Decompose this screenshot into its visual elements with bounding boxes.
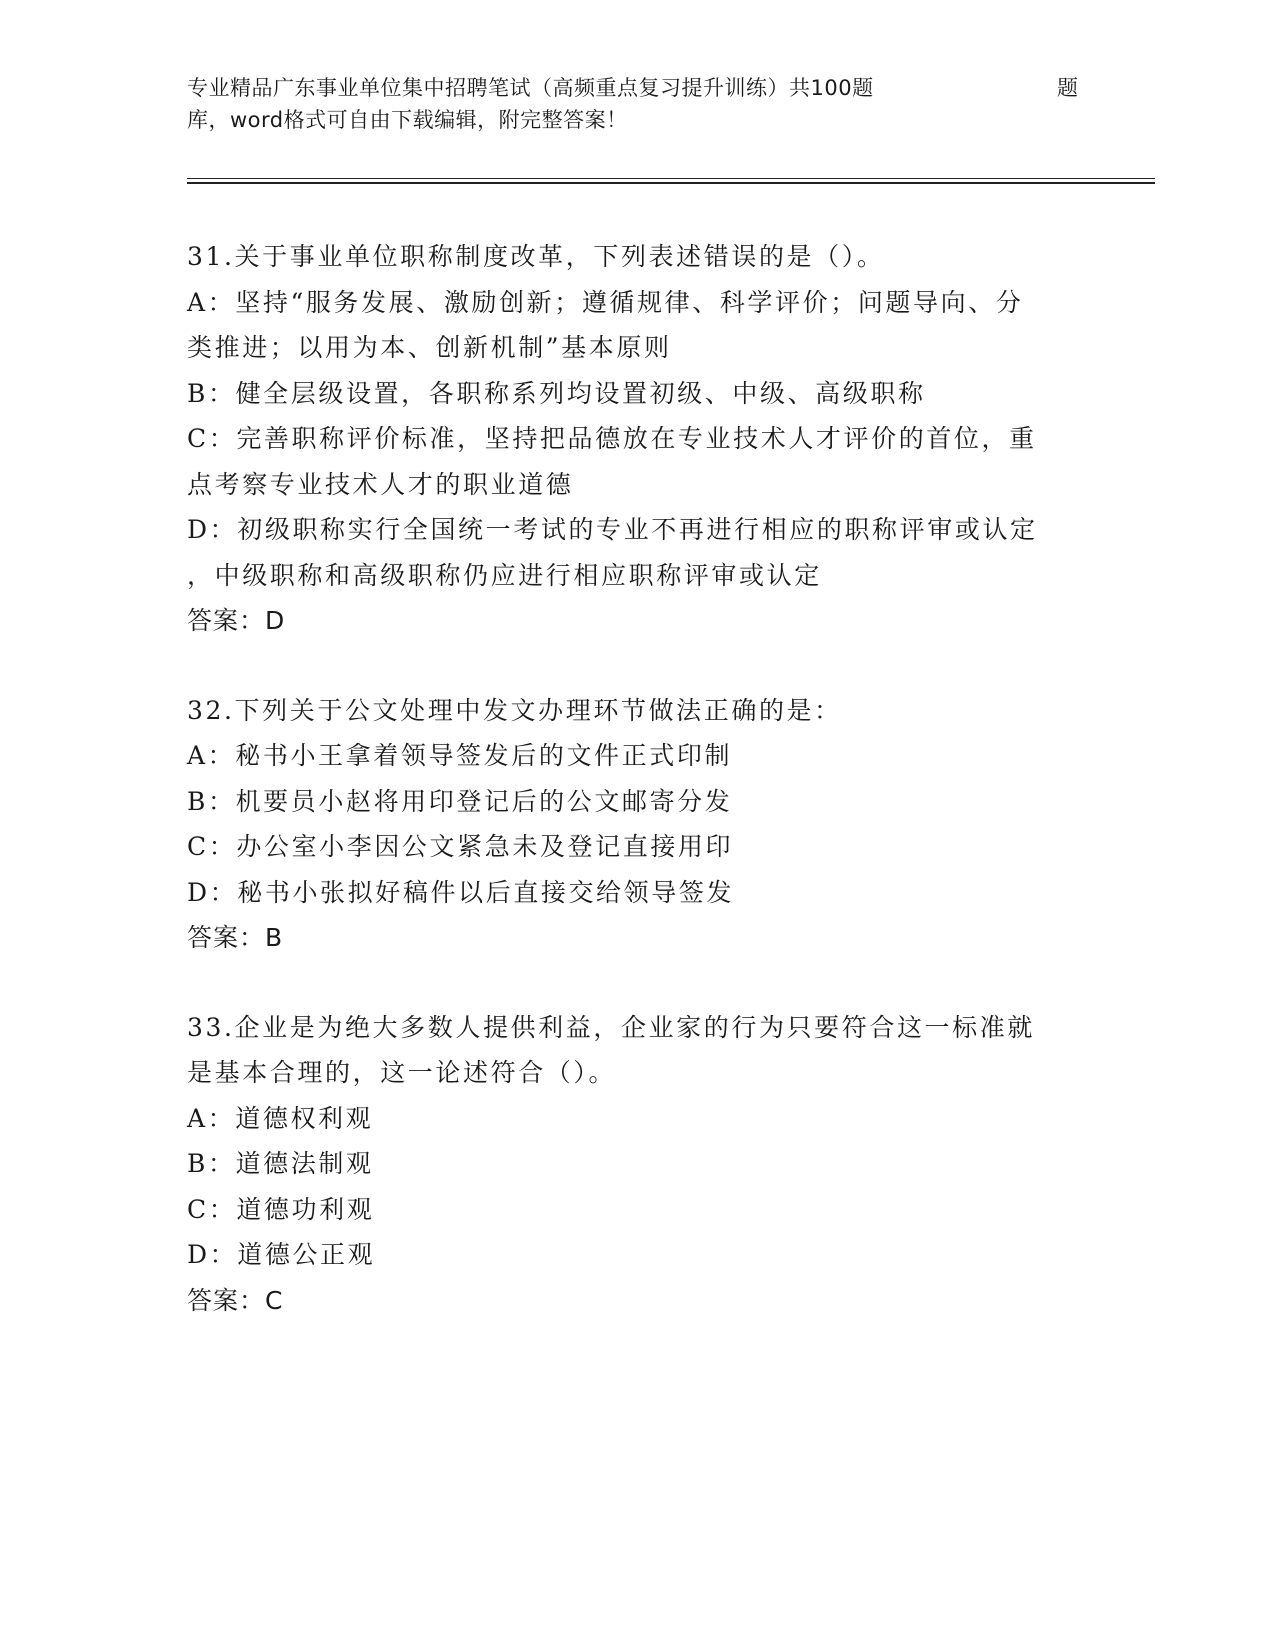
question-31 [187, 234, 1087, 644]
questions-list [187, 234, 1087, 1367]
option-c-cont: 点考察专业技术人才的职业道德 [187, 469, 574, 499]
option-a: A：坚持“服务发展、激励创新；遵循规律、科学评价；问题导向、分 [187, 287, 1024, 317]
header-divider-top [187, 178, 1155, 179]
option-c: C：道德功利观 [187, 1194, 375, 1224]
option-d: D：秘书小张拟好稿件以后直接交给领导签发 [187, 877, 735, 907]
option-b: B：健全层级设置，各职称系列均设置初级、中级、高级职称 [187, 378, 926, 408]
option-a: A：道德权利观 [187, 1103, 374, 1133]
option-c: C：办公室小李因公文紧急未及登记直接用印 [187, 832, 734, 861]
answer: 答案：C [187, 1285, 284, 1315]
header-title: 专业精品广东事业单位集中招聘笔试（高频重点复习提升训练）共100题 [187, 76, 874, 100]
question-32 [187, 688, 1087, 961]
question-stem: 33.企业是为绝大多数人提供利益，企业家的行为只要符合这一标准就 [187, 1012, 1035, 1042]
option-d: D：初级职称实行全国统一考试的专业不再进行相应的职称评审或认定 [187, 515, 1038, 544]
option-d-cont: ，中级职称和高级职称仍应进行相应职称评审或认定 [187, 560, 822, 590]
option-b: B：机要员小赵将用印登记后的公文邮寄分发 [187, 786, 733, 816]
header-line-1 [187, 72, 1077, 104]
option-a-cont: 类推进；以用为本、创新机制”基本原则 [187, 333, 672, 362]
header-divider-bottom [187, 182, 1155, 184]
page-header [187, 72, 1077, 136]
header-title-tail: 题 [1057, 76, 1079, 100]
option-d: D：道德公正观 [187, 1240, 376, 1269]
option-b: B：道德法制观 [187, 1149, 374, 1178]
question-33 [187, 1005, 1087, 1324]
header-line-2: 库，word格式可自由下载编辑，附完整答案！ [187, 108, 628, 132]
answer: 答案：D [187, 606, 286, 635]
answer: 答案：B [187, 923, 284, 952]
option-c: C：完善职称评价标准，坚持把品德放在专业技术人才评价的首位，重 [187, 424, 1037, 453]
question-stem: 31.关于事业单位职称制度改革，下列表述错误的是（）。 [187, 242, 885, 271]
option-a: A：秘书小王拿着领导签发后的文件正式印制 [187, 741, 733, 770]
question-stem: 32.下列关于公文处理中发文办理环节做法正确的是： [187, 695, 842, 725]
question-stem-cont: 是基本合理的，这一论述符合（）。 [187, 1058, 617, 1087]
